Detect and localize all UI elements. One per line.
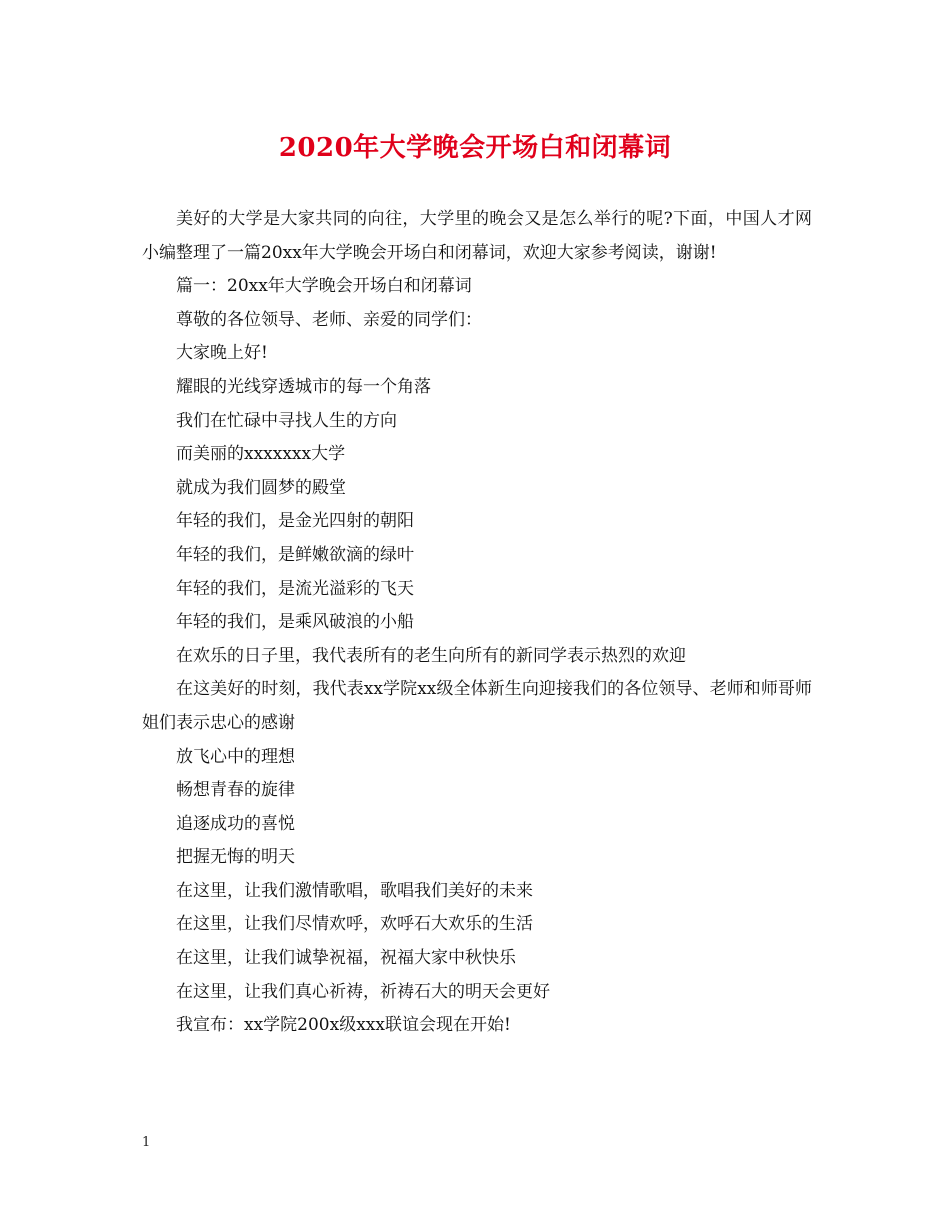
page-number: 1 (142, 1135, 151, 1150)
paragraph: 在这里，让我们诚挚祝福，祝福大家中秋快乐 (176, 948, 516, 969)
paragraph: 我们在忙碌中寻找人生的方向 (176, 410, 397, 431)
paragraph: 耀眼的光线穿透城市的每一个角落 (176, 376, 431, 397)
paragraph-greeting: 尊敬的各位领导、老师、亲爱的同学们： (176, 309, 482, 330)
paragraph: 年轻的我们，是金光四射的朝阳 (176, 511, 414, 532)
paragraph: 在这里，让我们尽情欢呼，欢呼石大欢乐的生活 (176, 914, 533, 935)
paragraph: 放飞心中的理想 (176, 746, 295, 767)
paragraph: 年轻的我们，是鲜嫩欲滴的绿叶 (176, 544, 414, 565)
document-body (142, 203, 812, 1043)
paragraph: 把握无悔的明天 (176, 847, 295, 868)
paragraph: 就成为我们圆梦的殿堂 (176, 477, 346, 498)
paragraph: 在这里，让我们真心祈祷，祈祷石大的明天会更好 (176, 981, 550, 1002)
paragraph: 大家晚上好! (176, 343, 268, 364)
paragraph: 追逐成功的喜悦 (176, 813, 295, 834)
paragraph: 在欢乐的日子里，我代表所有的老生向所有的新同学表示热烈的欢迎 (176, 645, 686, 666)
paragraph: 在这美好的时刻，我代表xx学院xx级全体新生向迎接我们的各位领导、老师和师哥师姐们表示忠心的感谢 (142, 679, 812, 733)
paragraph-intro: 美好的大学是大家共同的向往，大学里的晚会又是怎么举行的呢?下面，中国人才网小编整理了一篇20xx年大学晚会开场白和闭幕词，欢迎大家参考阅读，谢谢! (142, 209, 812, 263)
paragraph: 而美丽的xxxxxxx大学 (176, 444, 346, 465)
paragraph: 年轻的我们，是乘风破浪的小船 (176, 612, 414, 633)
document-title: 2020年大学晚会开场白和闭幕词 (278, 133, 672, 163)
paragraph-announcement: 我宣布：xx学院200x级xxx联谊会现在开始! (176, 1015, 511, 1036)
paragraph: 年轻的我们，是流光溢彩的飞天 (176, 578, 414, 599)
paragraph: 畅想青春的旋律 (176, 780, 295, 801)
paragraph-section-heading: 篇一：20xx年大学晚会开场白和闭幕词 (176, 276, 472, 297)
paragraph: 在这里，让我们激情歌唱，歌唱我们美好的未来 (176, 880, 533, 901)
